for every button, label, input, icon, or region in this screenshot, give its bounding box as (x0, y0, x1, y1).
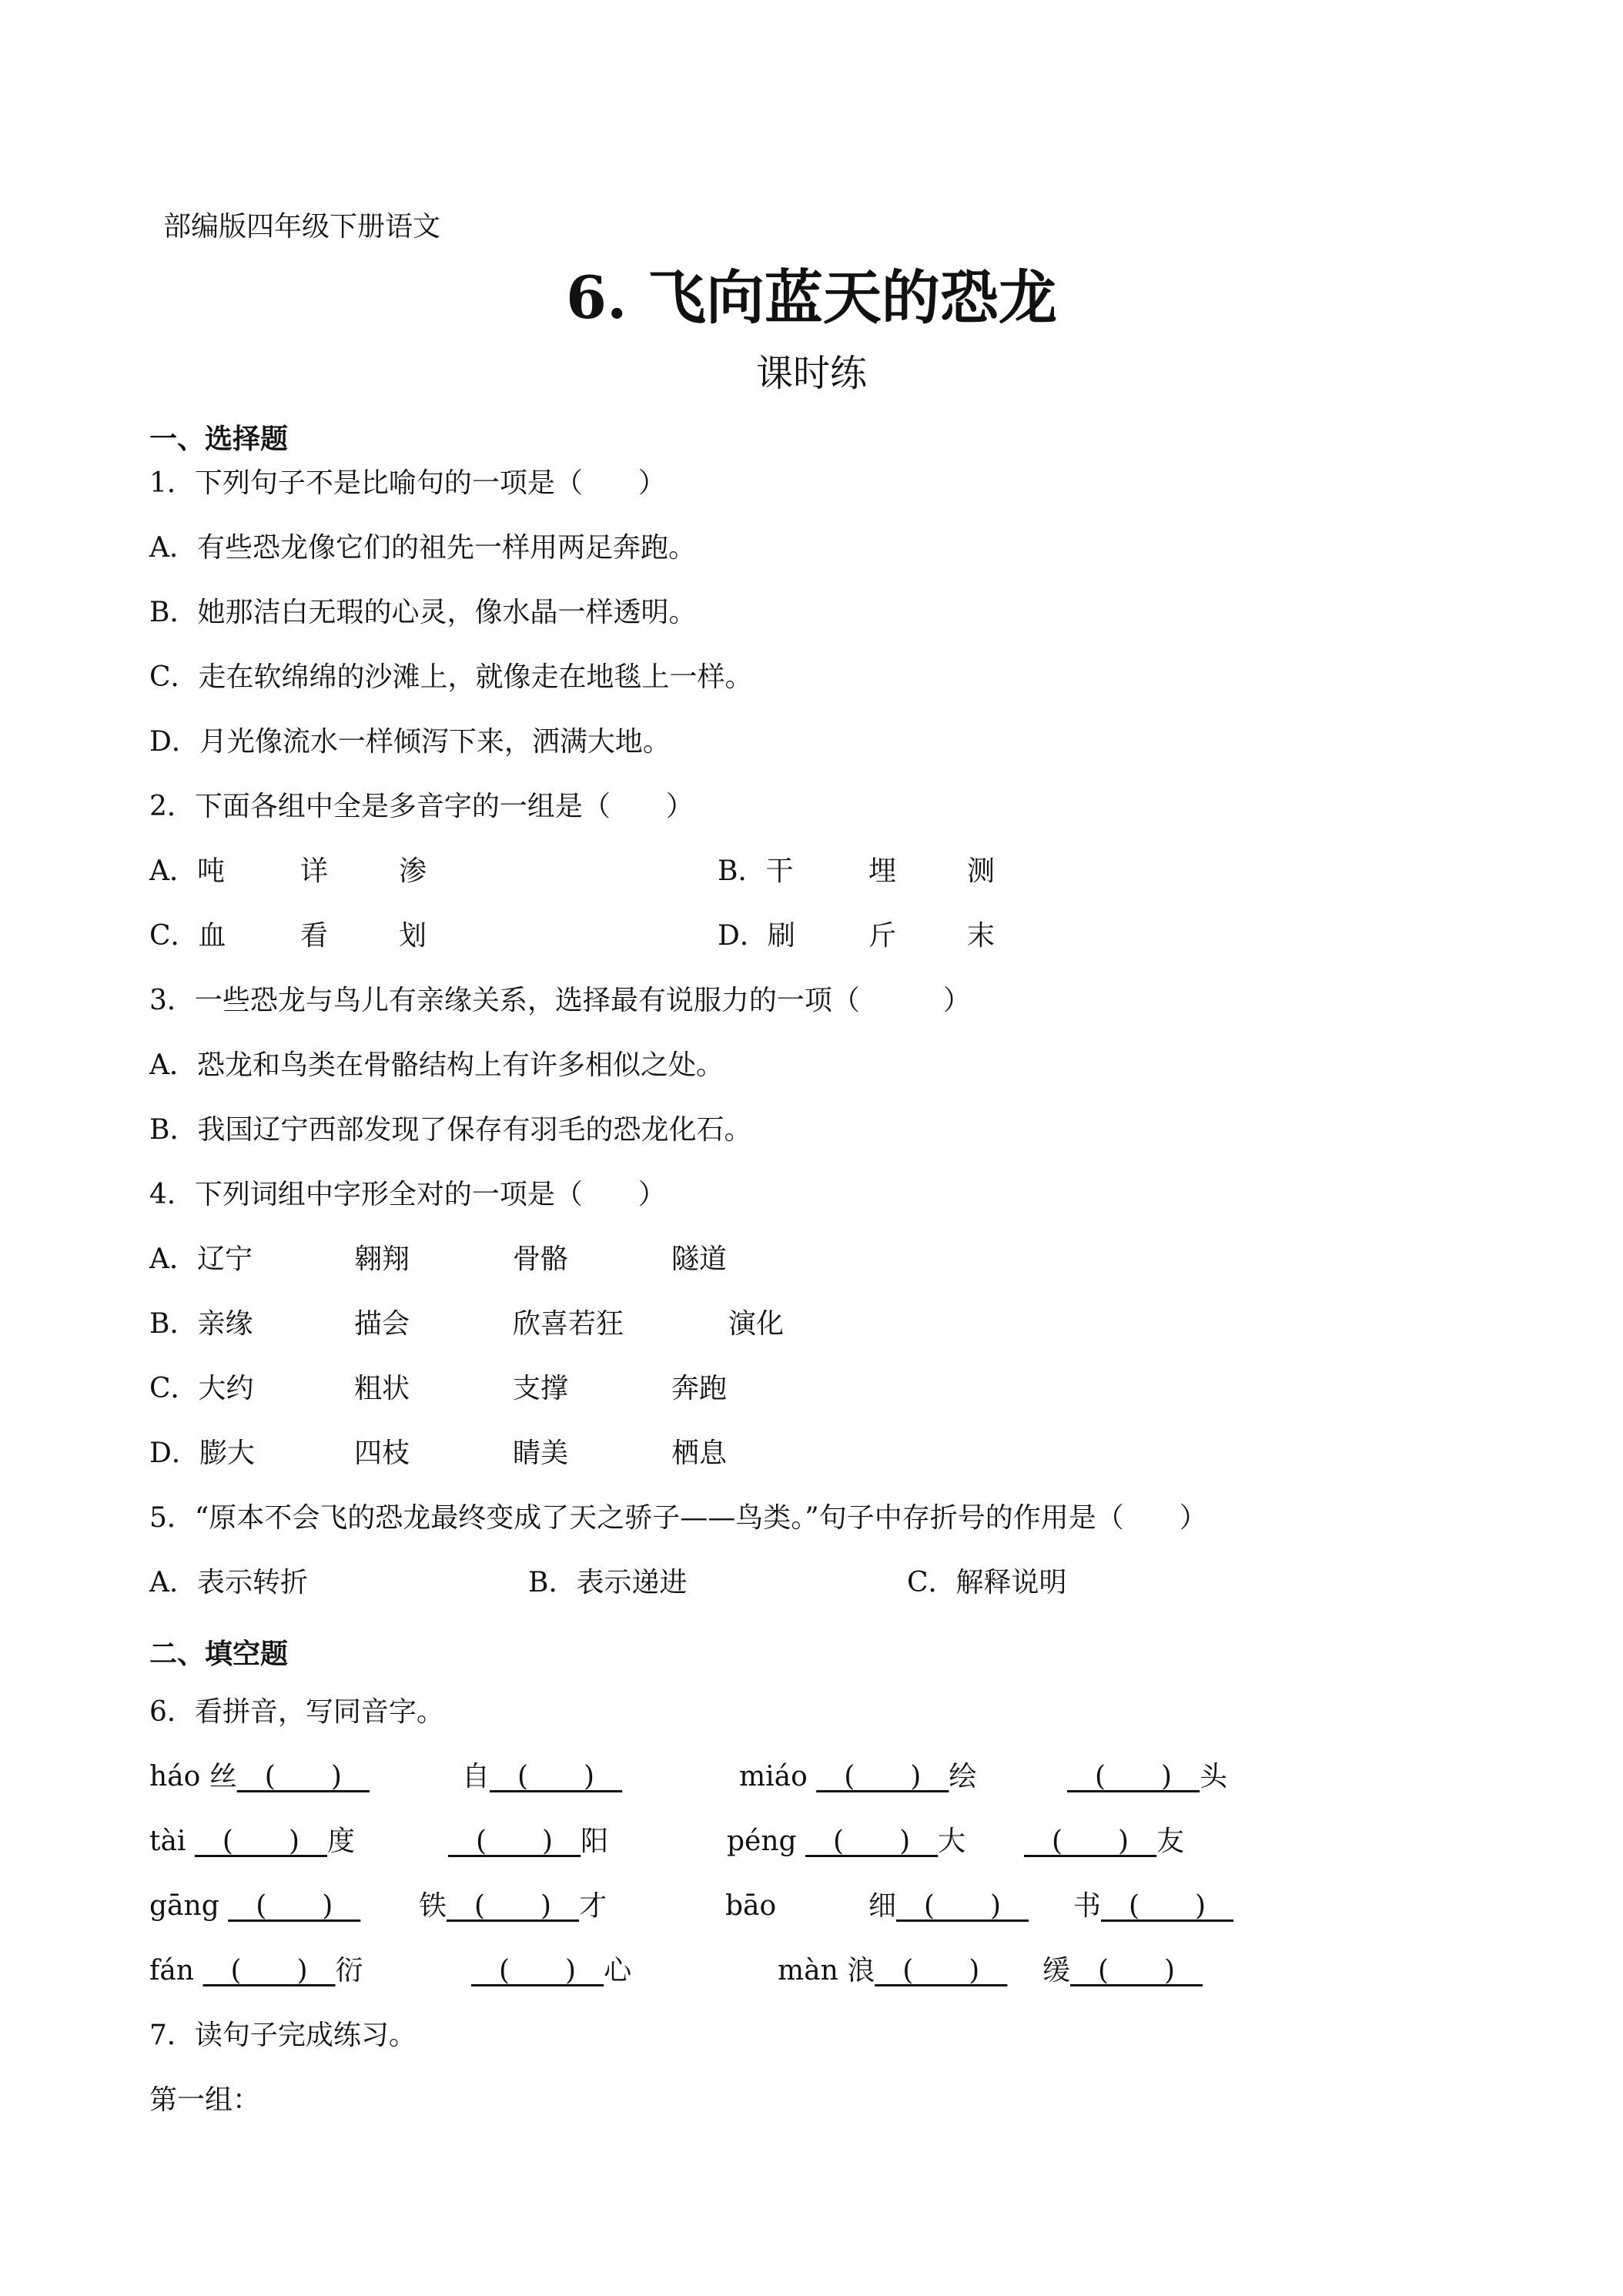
pinyin-item (1067, 1762, 1227, 1792)
section-fill-heading: 二、填空题 (149, 1638, 289, 1670)
question-4-option-b-word: 描会 (354, 1308, 410, 1340)
pinyin-label: màn 浪 (778, 1955, 875, 1986)
question-2-option-c-char: 划 (399, 920, 427, 952)
char-label: 友 (1156, 1826, 1185, 1857)
char-label: 铁 (419, 1890, 447, 1922)
question-2-stem: 2．下面各组中全是多音字的一组是（ ） (149, 791, 694, 822)
question-4-option-b: B．亲缘 (149, 1308, 253, 1340)
answer-blank[interactable]: __( )__ (896, 1890, 1029, 1922)
question-1-stem: 1．下列句子不是比喻句的一项是（ ） (149, 467, 666, 499)
question-4-option-d-word: 睛美 (513, 1438, 569, 1469)
char-label: 细 (868, 1890, 897, 1922)
question-3-stem: 3．一些恐龙与鸟儿有亲缘关系，选择最有说服力的一项（ ） (149, 985, 971, 1016)
question-5-option-b: B．表示递进 (528, 1567, 688, 1598)
answer-blank[interactable]: __( )__ (447, 1890, 580, 1922)
pinyin-label: gāng (149, 1890, 219, 1922)
pinyin-item (778, 1956, 1007, 1986)
pinyin-item (471, 1956, 631, 1986)
section-choice-heading: 一、选择题 (149, 423, 289, 455)
char-label: 阳 (581, 1826, 609, 1857)
pinyin-label: bāo (725, 1890, 777, 1922)
char-label: 衍 (335, 1955, 363, 1986)
pinyin-item (149, 1826, 355, 1857)
question-1-option-a: A．有些恐龙像它们的祖先一样用两足奔跑。 (149, 532, 696, 564)
char-label: 大 (938, 1826, 966, 1857)
question-4-option-b-word: 演化 (728, 1308, 785, 1340)
question-4-option-c-word: 支撑 (513, 1373, 569, 1404)
answer-blank[interactable]: __( )__ (875, 1955, 1008, 1986)
question-5-stem: 5．“原本不会飞的恐龙最终变成了天之骄子——鸟类。”句子中存折号的作用是（ ） (149, 1502, 1207, 1534)
pinyin-label: péng (727, 1826, 797, 1857)
pinyin-item (149, 1956, 363, 1986)
question-4-option-a-word: 骨骼 (513, 1243, 569, 1275)
char-label: 度 (327, 1826, 356, 1857)
page-header: 部编版四年级下册语文 (163, 211, 441, 243)
answer-blank[interactable]: __( )__ (228, 1890, 361, 1922)
pinyin-item (1073, 1891, 1233, 1922)
answer-blank[interactable]: __( )__ (194, 1826, 327, 1857)
question-2-option-d-char: 斤 (868, 920, 897, 952)
answer-blank[interactable]: __( )__ (816, 1761, 949, 1792)
question-2-option-d-char: 末 (967, 920, 996, 952)
question-3-option-b: B．我国辽宁西部发现了保存有羽毛的恐龙化石。 (149, 1114, 752, 1146)
answer-blank[interactable]: __( )__ (471, 1955, 604, 1986)
question-1-option-b: B．她那洁白无瑕的心灵，像水晶一样透明。 (149, 597, 697, 628)
question-1-option-c: C．走在软绵绵的沙滩上，就像走在地毯上一样。 (149, 661, 753, 693)
question-1-option-d: D．月光像流水一样倾泻下来，洒满大地。 (149, 726, 671, 758)
question-4-option-c-word: 粗状 (354, 1373, 410, 1404)
question-4-option-d-word: 栖息 (671, 1438, 728, 1469)
question-7-stem: 7．读句子完成练习。 (149, 2020, 417, 2051)
question-2-option-b-char: 测 (967, 855, 996, 887)
pinyin-label: fán (149, 1955, 194, 1986)
pinyin-label: tài (149, 1826, 186, 1857)
question-7-group-label: 第一组： (149, 2084, 261, 2116)
question-4-option-d: D．膨大 (149, 1438, 255, 1469)
page-subtitle: 课时练 (755, 352, 867, 395)
question-5-option-c: C．解释说明 (907, 1567, 1067, 1598)
pinyin-item (868, 1891, 1029, 1922)
question-4-option-d-word: 四枝 (354, 1438, 410, 1469)
question-2-option-a-char: 渗 (399, 855, 427, 887)
pinyin-label: háo 丝 (149, 1761, 237, 1792)
question-5-option-a: A．表示转折 (149, 1567, 308, 1598)
pinyin-item (149, 1762, 370, 1792)
answer-blank[interactable]: __( )__ (805, 1826, 939, 1857)
question-4-option-a-word: 翱翔 (354, 1243, 410, 1275)
question-4-option-a: A．辽宁 (149, 1243, 253, 1275)
question-4-option-c-word: 奔跑 (671, 1373, 728, 1404)
question-4-stem: 4．下列词组中字形全对的一项是（ ） (149, 1179, 666, 1210)
pinyin-item (727, 1826, 965, 1857)
answer-blank[interactable]: __( )__ (1101, 1890, 1234, 1922)
question-4-option-a-word: 隧道 (671, 1243, 728, 1275)
answer-blank[interactable]: __( )__ (236, 1761, 370, 1792)
pinyin-item (149, 1891, 360, 1922)
question-2-option-b-char: 埋 (868, 855, 897, 887)
char-label: 心 (604, 1955, 632, 1986)
answer-blank[interactable]: __( )__ (448, 1826, 581, 1857)
question-2-option-a-char: 详 (300, 855, 329, 887)
pinyin-label: miáo (739, 1761, 808, 1792)
answer-blank[interactable]: __( )__ (490, 1761, 623, 1792)
char-label: 绘 (949, 1761, 977, 1792)
pinyin-item (462, 1762, 622, 1792)
question-2-option-c: C．血 (149, 920, 226, 952)
char-label: 才 (579, 1890, 607, 1922)
answer-blank[interactable]: __( )__ (1070, 1955, 1203, 1986)
pinyin-item (419, 1891, 607, 1922)
pinyin-item (1042, 1956, 1203, 1986)
question-2-option-a: A．吨 (149, 855, 225, 887)
page-title: 6. 飞向蓝天的恐龙 (566, 263, 1057, 332)
char-label: 书 (1073, 1890, 1102, 1922)
question-2-option-c-char: 看 (300, 920, 329, 952)
question-4-option-c: C．大约 (149, 1373, 254, 1404)
pinyin-item (739, 1762, 976, 1792)
char-label: 头 (1200, 1761, 1228, 1792)
question-4-option-b-word: 欣喜若狂 (513, 1308, 624, 1340)
pinyin-item (1024, 1826, 1184, 1857)
question-6-stem: 6．看拼音，写同音字。 (149, 1696, 444, 1728)
answer-blank[interactable]: __( )__ (202, 1955, 336, 1986)
question-2-option-b: B．干 (718, 855, 794, 887)
char-label: 自 (462, 1761, 490, 1792)
answer-blank[interactable]: __( )__ (1024, 1826, 1157, 1857)
question-3-option-a: A．恐龙和鸟类在骨骼结构上有许多相似之处。 (149, 1049, 724, 1081)
char-label: 缓 (1042, 1955, 1071, 1986)
question-2-option-d: D．刷 (718, 920, 795, 952)
pinyin-item (448, 1826, 608, 1857)
answer-blank[interactable]: __( )__ (1067, 1761, 1200, 1792)
